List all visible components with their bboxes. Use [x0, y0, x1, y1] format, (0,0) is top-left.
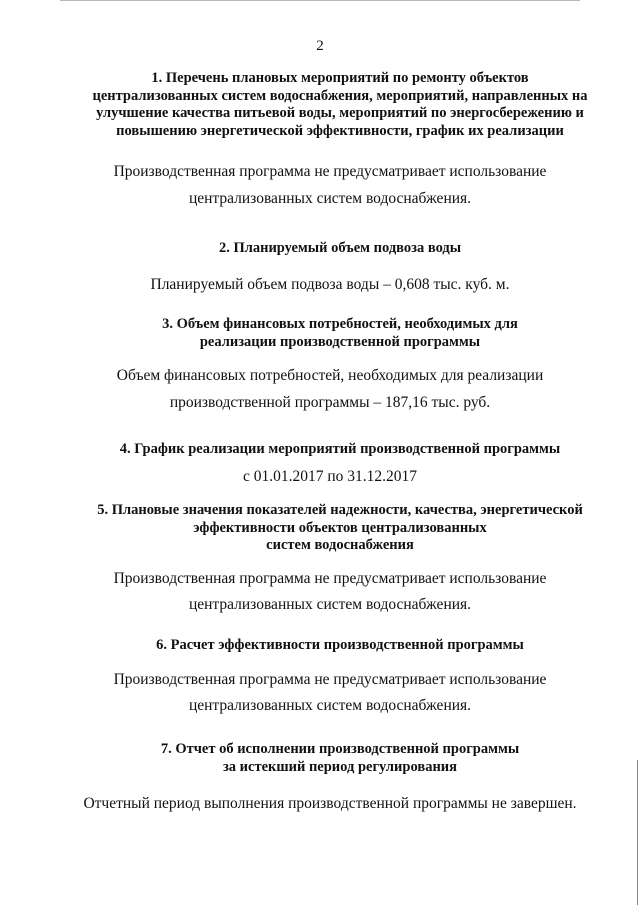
section-1-text-line: Производственная программа не предусматривает использование	[113, 163, 547, 180]
section-7-text-line: Отчетный период выполнения производственной программы не завершен.	[83, 795, 577, 812]
section-5-text-line: централизованных систем водоснабжения.	[188, 596, 472, 613]
page-number: 2	[316, 38, 324, 54]
section-2-text-line: Планируемый объем подвоза воды – 0,608 тыс. куб. м.	[150, 276, 510, 293]
section-1-heading-line: повышению энергетической эффективности, график их реализации	[116, 122, 564, 139]
section-5-heading	[70, 502, 610, 555]
section-4-heading	[70, 441, 610, 459]
scan-edge-mark-right	[637, 760, 638, 905]
section-1-heading	[70, 70, 610, 140]
section-7-heading	[70, 741, 610, 776]
section-3-heading-line: реализации производственной программы	[199, 333, 481, 350]
section-3-text-line: Объем финансовых потребностей, необходимых для реализации	[116, 367, 544, 384]
section-7-heading-line: за истекший период регулирования	[222, 758, 458, 775]
section-3-heading	[70, 316, 610, 351]
section-4-text-line: с 01.01.2017 по 31.12.2017	[242, 468, 418, 485]
section-1-heading-line: централизованных систем водоснабжения, мероприятий, направленных на	[92, 87, 588, 104]
section-5-heading-line: 5. Плановые значения показателей надежности, качества, энергетической	[97, 502, 583, 518]
section-6-text-line: Производственная программа не предусматривает использование	[113, 671, 547, 688]
section-2-heading	[70, 240, 610, 258]
section-3-text-line: производственной программы – 187,16 тыс. руб.	[169, 394, 491, 411]
section-1-text-line: централизованных систем водоснабжения.	[188, 190, 472, 207]
section-5-heading-line: систем водоснабжения	[266, 537, 414, 553]
scan-edge-mark-top	[60, 0, 580, 1]
section-4-heading-line: 4. График реализации мероприятий производственной программы	[119, 441, 561, 457]
section-7-heading-line: 7. Отчет об исполнении производственной программы	[160, 741, 520, 757]
section-6-text-line: централизованных систем водоснабжения.	[188, 697, 472, 714]
section-6-heading	[70, 637, 610, 655]
section-1-heading-line: 1. Перечень плановых мероприятий по ремонту объектов	[151, 70, 529, 86]
section-6-heading-line: 6. Расчет эффективности производственной программы	[156, 637, 524, 653]
section-3-heading-line: 3. Объем финансовых потребностей, необходимых для	[162, 316, 518, 332]
section-5-text-line: Производственная программа не предусматривает использование	[113, 570, 547, 587]
section-2-heading-line: 2. Планируемый объем подвоза воды	[218, 240, 462, 256]
section-5-heading-line: эффективности объектов централизованных	[193, 519, 487, 536]
section-1-heading-line: улучшение качества питьевой воды, мероприятий по энергосбережению и	[96, 105, 584, 121]
